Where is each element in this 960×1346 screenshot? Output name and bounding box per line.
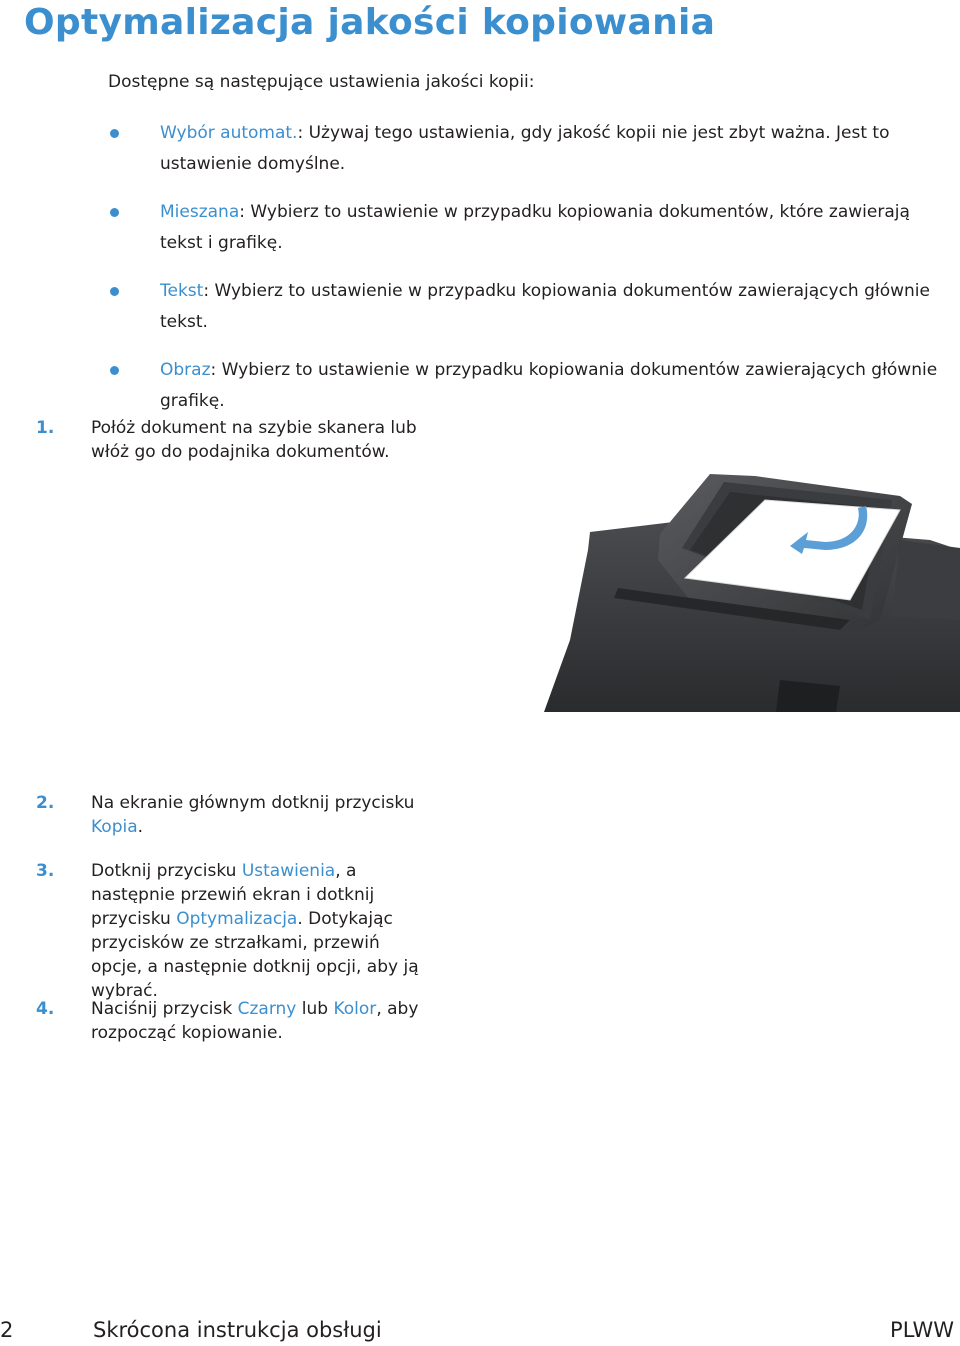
button-name-optymalizacja: Optymalizacja — [176, 909, 298, 929]
step-text — [91, 859, 431, 1003]
step-1 — [36, 416, 431, 464]
button-name-ustawienia: Ustawienia — [241, 861, 336, 881]
setting-description: Wybierz to ustawienie w przypadku kopiowania dokumentów, które zawierają tekst i grafikę. — [160, 202, 910, 253]
list-item — [108, 197, 948, 259]
button-name-czarny: Czarny — [237, 999, 297, 1019]
separator: : — [297, 123, 309, 143]
setting-description: Wybierz to ustawienie w przypadku kopiowania dokumentów zawierających głównie tekst. — [160, 281, 930, 332]
step-number: 1. — [36, 418, 55, 438]
step-number: 4. — [36, 999, 55, 1019]
step-2 — [36, 791, 431, 839]
printer-illustration — [540, 470, 960, 712]
setting-name: Tekst — [160, 281, 204, 301]
footer-doc-title: Skrócona instrukcja obsługi — [93, 1318, 382, 1342]
step-text-part: Na ekranie głównym dotknij przycisku — [91, 793, 415, 813]
setting-description: Wybierz to ustawienie w przypadku kopiowania dokumentów zawierających głównie grafikę. — [160, 360, 938, 411]
step-text-part: , a następnie przewiń ekran i dotknij przycisku — [91, 861, 375, 929]
step-text — [91, 791, 431, 839]
separator: : — [239, 202, 251, 222]
page-title: Optymalizacja jakości kopiowania — [24, 2, 716, 43]
step-text-part: lub — [296, 999, 334, 1019]
settings-list — [108, 118, 948, 417]
page-number: 2 — [0, 1318, 14, 1342]
step-number: 2. — [36, 793, 55, 813]
step-3 — [36, 859, 431, 1003]
bullet-icon — [110, 366, 119, 375]
list-item — [108, 118, 948, 180]
step-4 — [36, 997, 431, 1045]
step-text-part: Naciśnij przycisk — [91, 999, 238, 1019]
step-text — [91, 997, 431, 1045]
separator: : — [203, 281, 215, 301]
separator: : — [210, 360, 222, 380]
step-text-part: , aby rozpocząć kopiowanie. — [91, 999, 419, 1043]
step-text-part: . — [137, 817, 144, 837]
step-text-part: . Dotykając przycisków ze strzałkami, przewiń opcje, a następnie dotknij opcji, aby ją wybrać. — [91, 909, 419, 1001]
step-text: Połóż dokument na szybie skanera lub włóż go do podajnika dokumentów. — [91, 418, 417, 462]
bullet-icon — [110, 129, 119, 138]
setting-name: Obraz — [160, 360, 211, 380]
bullet-icon — [110, 287, 119, 296]
intro-text: Dostępne są następujące ustawienia jakości kopii: — [108, 72, 535, 92]
setting-name: Mieszana — [160, 202, 240, 222]
list-item — [108, 355, 948, 417]
list-item — [108, 276, 948, 338]
footer-code: PLWW — [890, 1318, 954, 1342]
bullet-icon — [110, 208, 119, 217]
step-number: 3. — [36, 861, 55, 881]
setting-name: Wybór automat. — [160, 123, 298, 143]
button-name-kopia: Kopia — [91, 817, 138, 837]
step-text-part: Dotknij przycisku — [91, 861, 242, 881]
setting-description: Używaj tego ustawienia, gdy jakość kopii nie jest zbyt ważna. Jest to ustawienie domyślne. — [160, 123, 890, 174]
button-name-kolor: Kolor — [333, 999, 377, 1019]
